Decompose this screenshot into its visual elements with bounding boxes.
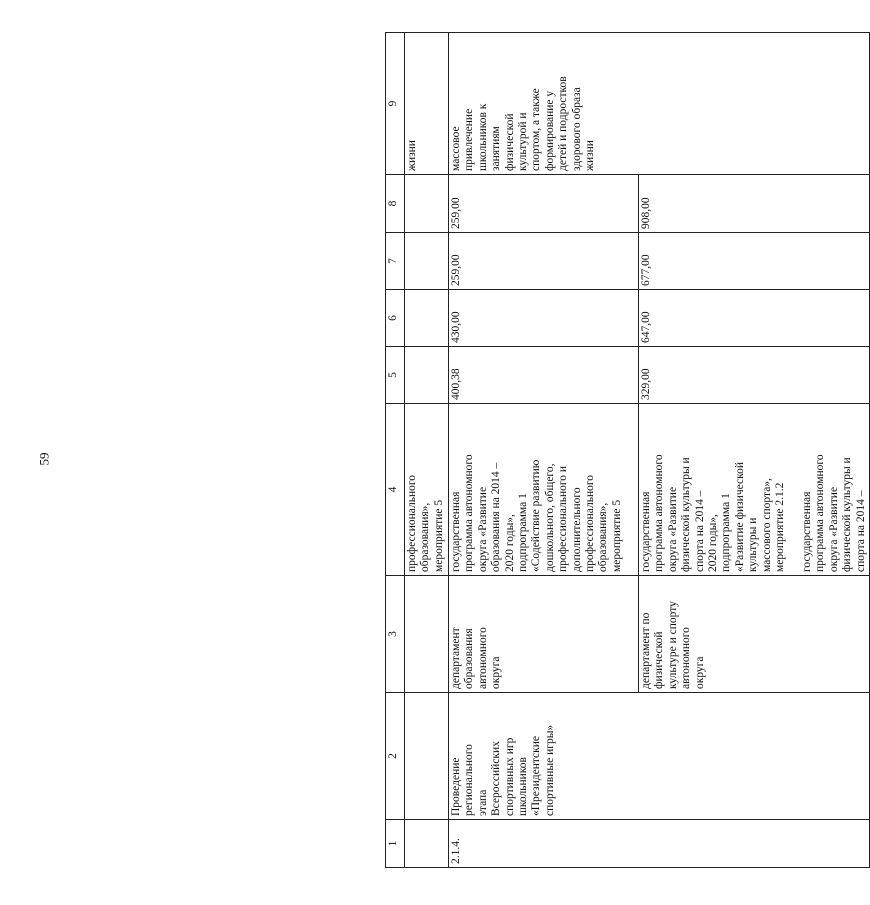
- item-result: массовое привлечение школьников к занятиям физической культурой и спортом, а также формирование у детей и подростков здорового образа жизни: [449, 33, 870, 175]
- item-number: 2.1.4.: [449, 820, 870, 868]
- cont-cell-5: [405, 347, 449, 404]
- col-header-7: 7: [386, 233, 405, 290]
- executor-cell: департамент по физической культуре и спорту автономного округа: [639, 576, 870, 693]
- page-number: 59: [36, 452, 52, 466]
- cont-program-text: профессионального образования», мероприятие 5: [405, 404, 449, 576]
- item-name: Проведение регионального этапа Всероссийских спортивных игр школьников «Президентские спортивные игры»: [449, 693, 870, 820]
- col-header-9: 9: [386, 33, 405, 175]
- table-row: [449, 33, 639, 868]
- cont-cell-2: [405, 693, 449, 820]
- cont-cell-7: [405, 233, 449, 290]
- executor-cell: департамент образования автономного округа: [449, 576, 639, 693]
- value-cell-8: 908,00: [639, 175, 870, 233]
- col-header-5: 5: [386, 347, 405, 404]
- value-cell-5: 329,00: [639, 347, 870, 404]
- cont-result-text: жизни: [405, 33, 449, 175]
- col-header-6: 6: [386, 290, 405, 347]
- value-cell-5: 400,38: [449, 347, 639, 404]
- continuation-row: [405, 33, 449, 868]
- program-cell: государственная программа автономного округа «Развитие образования на 2014 – 2020 годы», подпрограмма 1 «Содействие развитию дошкольного, общего, профессионального и дополнительного профессионального образования», мероприятие 5: [449, 404, 639, 576]
- cont-cell-6: [405, 290, 449, 347]
- cont-cell-3: [405, 576, 449, 693]
- cont-cell-1: [405, 820, 449, 868]
- col-header-2: 2: [386, 693, 405, 820]
- value-cell-6: 430,00: [449, 290, 639, 347]
- col-header-8: 8: [386, 175, 405, 233]
- header-row: [386, 33, 405, 868]
- value-cell-6: 647,00: [639, 290, 870, 347]
- program-cell: государственная программа автономного округа «Развитие физической культуры и спорта на 2014 – 2020 годы», подпрограмма 1 «Развитие физической культуры и массового спорта», мероприятие 2.1.2 государственная программа автономного округа «Развитие физической культуры и спорта на 2014 –: [639, 404, 870, 576]
- value-cell-7: 677,00: [639, 233, 870, 290]
- col-header-4: 4: [386, 404, 405, 576]
- rotated-table-wrapper: [385, 33, 867, 868]
- value-cell-7: 259,00: [449, 233, 639, 290]
- measures-table: [385, 32, 870, 868]
- col-header-1: 1: [386, 820, 405, 868]
- value-cell-8: 259,00: [449, 175, 639, 233]
- col-header-3: 3: [386, 576, 405, 693]
- cont-cell-8: [405, 175, 449, 233]
